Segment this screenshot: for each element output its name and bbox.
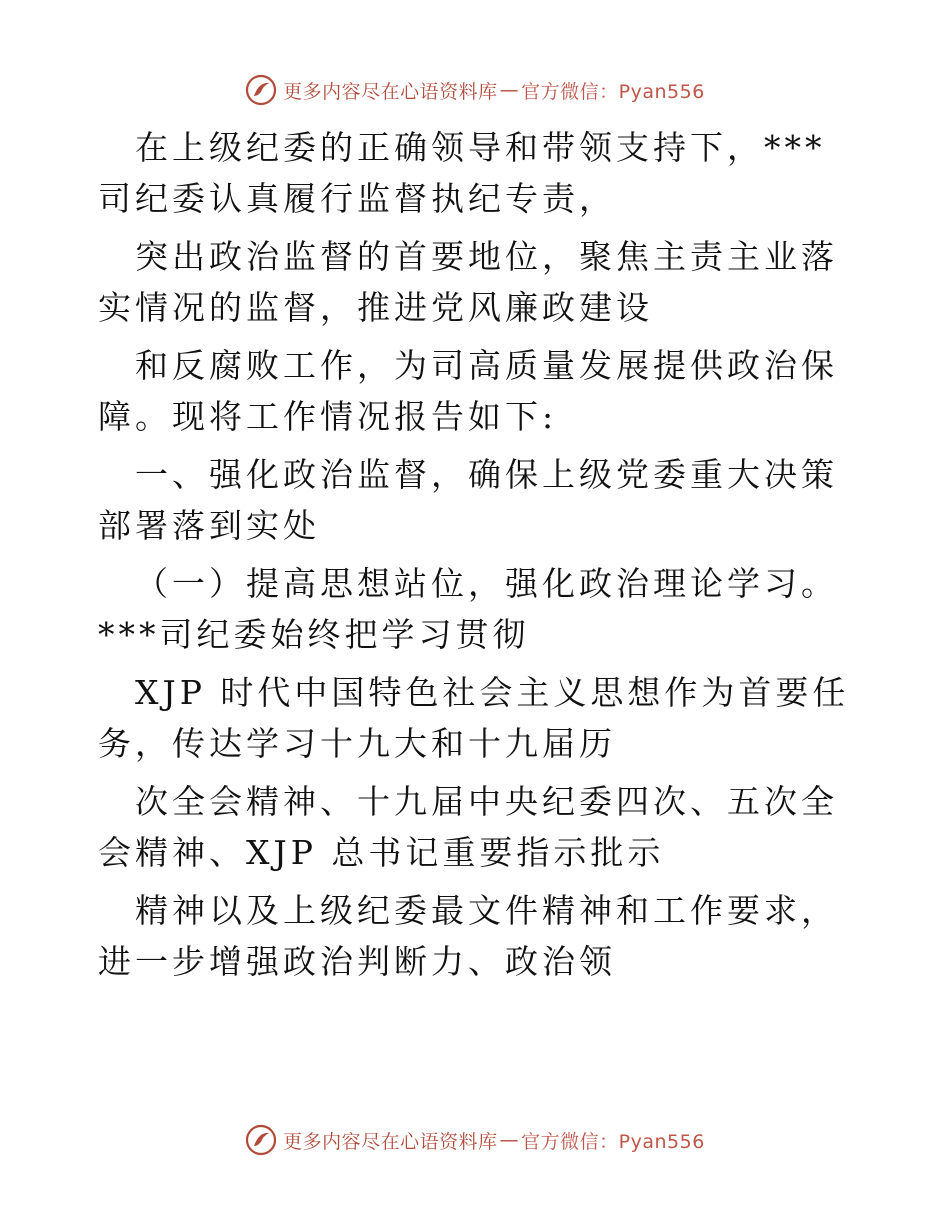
paragraph-2: 突出政治监督的首要地位，聚焦主责主业落实情况的监督，推进党风廉政建设 [98,237,838,327]
watermark-header [0,70,950,110]
watermark-footer [0,1120,950,1160]
paragraph-7: 次全会精神、十九届中央纪委四次、五次全会精神、XJP 总书记重要指示批示 [98,782,838,872]
paragraph-8: 精神以及上级纪委最文件精神和工作要求，进一步增强政治判断力、政治领 [98,891,838,981]
paragraph-1: 在上级纪委的正确领导和带领支持下，***司纪委认真履行监督执纪专责， [98,128,826,218]
watermark-logo-icon [245,1124,277,1156]
watermark-sub-text: 官方微信：Pyan556 [521,80,705,103]
paragraph-5: （一）提高思想站位，强化政治理论学习。***司纪委始终把学习贯彻 [98,564,838,654]
paragraph-6: XJP 时代中国特色社会主义思想作为首要任务，传达学习十九大和十九届历 [98,673,850,763]
document-body [98,122,858,994]
watermark-logo-icon [245,74,277,106]
watermark-dash: — [499,79,520,101]
paragraph-3: 和反腐败工作，为司高质量发展提供政治保障。现将工作情况报告如下: [98,346,838,436]
paragraph-4-heading: 一、强化政治监督，确保上级党委重大决策部署落到实处 [98,455,838,545]
watermark-main-text: 更多内容尽在心语资料库 [283,80,498,103]
watermark-dash: — [499,1129,520,1151]
watermark-main-text: 更多内容尽在心语资料库 [283,1130,498,1153]
watermark-sub-text: 官方微信：Pyan556 [521,1130,705,1153]
